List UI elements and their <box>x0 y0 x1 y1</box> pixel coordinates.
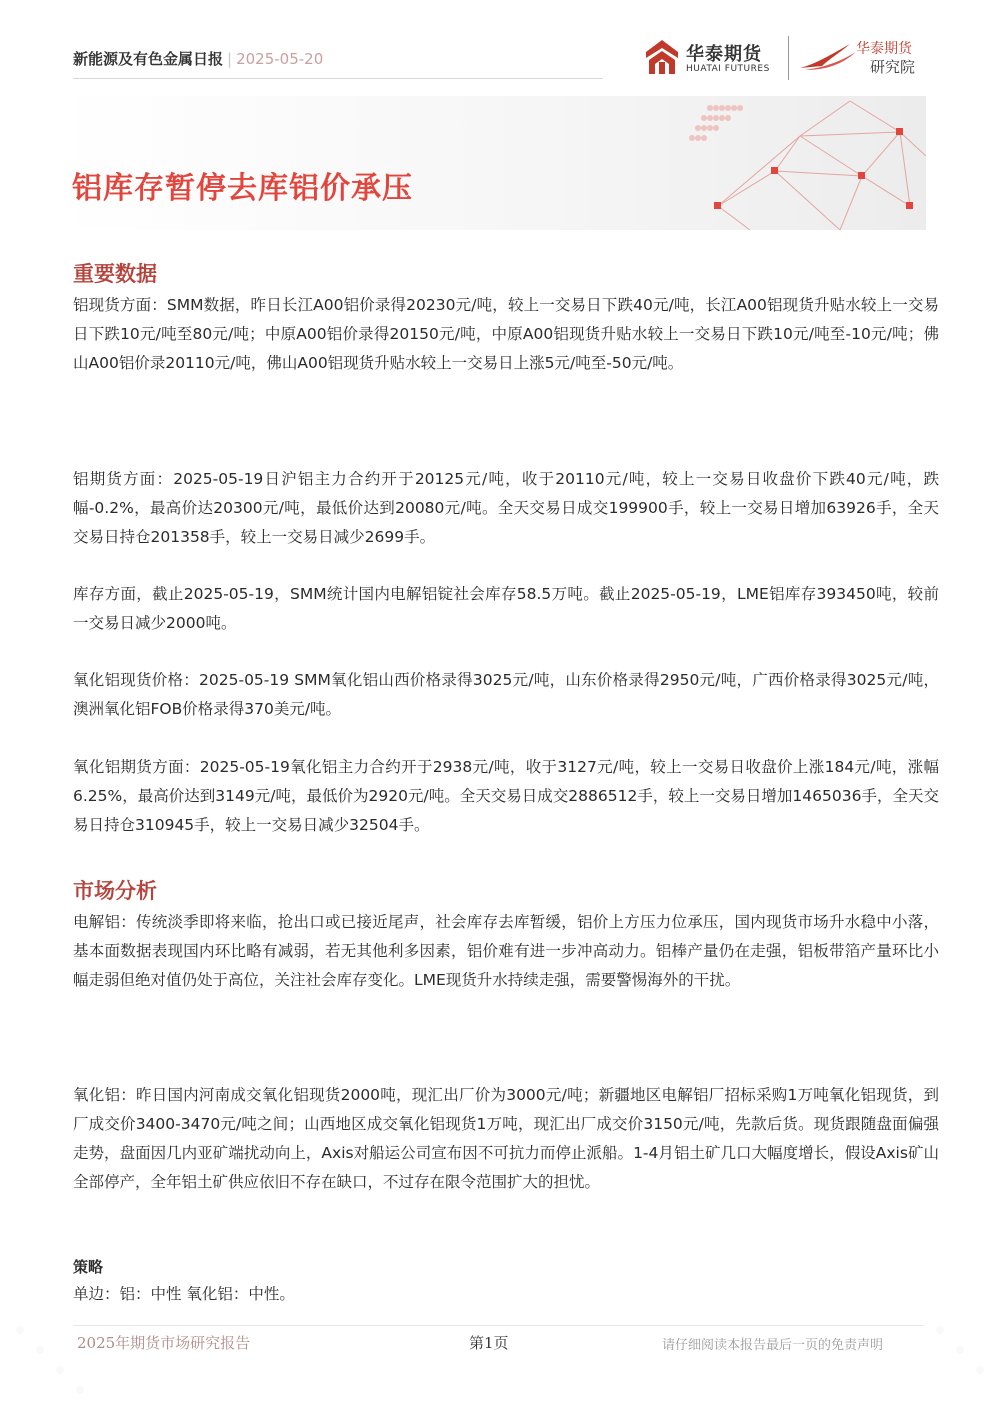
report-name: 新能源及有色金属日报 <box>73 50 224 68</box>
key-data-paragraph-inventory: 库存方面，截止2025-05-19，SMM统计国内电解铝锭社会库存58.5万吨。截止2025-05-19，LME铝库存393450吨，较前一交易日减少2000吨。 <box>73 585 939 632</box>
network-graphic-icon <box>600 96 926 230</box>
strategy-heading: 策略 <box>73 1258 104 1276</box>
market-analysis-paragraph-alumina: 氧化铝：昨日国内河南成交氧化铝现货2000吨，现汇出厂价为3000元/吨；新疆地区电解铝厂招标采购1万吨氧化铝现货，到厂成交价3400-3470元/吨之间；山西地区成交氧化铝现货1万吨，现汇出厂成交价3150元/吨，先款后货。现货跟随盘面偏强走势，盘面因几内亚矿端扰动向上，Axis对船运公司宣布因不可抗力而停止派船。1-4月铝土矿几口大幅度增长，假设Axis矿山全部停产，全年铝土矿供应依旧不存在缺口，不过存在限令范围扩大的担忧。 <box>73 1086 939 1191</box>
market-analysis-heading: 市场分析 <box>73 879 157 903</box>
header-separator: | <box>227 50 233 68</box>
key-data-paragraph-alumina-futures: 氧化铝期货方面：2025-05-19氧化铝主力合约开于2938元/吨，收于3127元/吨，较上一交易日收盘价上涨184元/吨，涨幅6.25%，最高价达到3149元/吨，最低价为2920元/吨。全天交易日成交2886512手，较上一交易日增加1465036手，全天交易日持仓310945手，较上一交易日减少32504手。 <box>73 758 939 834</box>
research-institute-logo <box>798 38 923 78</box>
report-header-title <box>73 48 323 69</box>
huatai-logo-en: HUATAI FUTURES <box>686 64 770 74</box>
huatai-logo-icon <box>644 38 680 76</box>
huatai-futures-logo <box>644 38 784 78</box>
footer-report-name: 2025年期货市场研究报告 <box>77 1334 251 1352</box>
research-swoosh-icon <box>798 42 858 72</box>
research-logo-line2: 研究院 <box>870 58 916 76</box>
key-data-heading: 重要数据 <box>73 262 157 286</box>
research-logo-line1: 华泰期货 <box>856 41 912 57</box>
footer-disclaimer-note: 请仔细阅读本报告最后一页的免责声明 <box>662 1338 884 1353</box>
huatai-logo-cn: 华泰期货 <box>686 44 762 65</box>
main-title: 铝库存暂停去库铝价承压 <box>72 171 413 206</box>
key-data-paragraph-spot-aluminum: 铝现货方面：SMM数据，昨日长江A00铝价录得20230元/吨，较上一交易日下跌40元/吨，长江A00铝现货升贴水较上一交易日下跌10元/吨至80元/吨；中原A00铝价录得20150元/吨，中原A00铝现货升贴水较上一交易日下跌10元/吨至-10元/吨；佛山A00铝价录20110元/吨，佛山A00铝现货升贴水较上一交易日上涨5元/吨至-50元/吨。 <box>73 296 939 372</box>
key-data-paragraph-alumina-spot: 氧化铝现货价格：2025-05-19 SMM氧化铝山西价格录得3025元/吨，山东价格录得2950元/吨，广西价格录得3025元/吨，澳洲氧化铝FOB价格录得370美元/吨。 <box>73 671 939 718</box>
page-number: 第1页 <box>469 1334 509 1352</box>
strategy-text: 单边：铝：中性 氧化铝：中性。 <box>73 1285 295 1303</box>
logo-divider <box>788 36 789 80</box>
report-date: 2025-05-20 <box>236 50 324 68</box>
footer-divider <box>73 1325 923 1326</box>
header-divider <box>73 78 603 79</box>
market-analysis-paragraph-electrolytic-aluminum: 电解铝：传统淡季即将来临，抢出口或已接近尾声，社会库存去库暂缓，铝价上方压力位承压，国内现货市场升水稳中小落，基本面数据表现国内环比略有减弱，若无其他利多因素，铝价难有进一步冲高动力。铝棒产量仍在走强，铝板带箔产量环比小幅走弱但绝对值仍处于高位，关注社会库存变化。LME现货升水持续走强，需要警惕海外的干扰。 <box>73 913 939 989</box>
key-data-paragraph-aluminum-futures: 铝期货方面：2025-05-19日沪铝主力合约开于20125元/吨，收于20110元/吨，较上一交易日收盘价下跌40元/吨，跌幅-0.2%，最高价达20300元/吨，最低价达到20080元/吨。全天交易日成交199900手，较上一交易日增加63926手，全天交易日持仓201358手，较上一交易日减少2699手。 <box>73 470 939 546</box>
